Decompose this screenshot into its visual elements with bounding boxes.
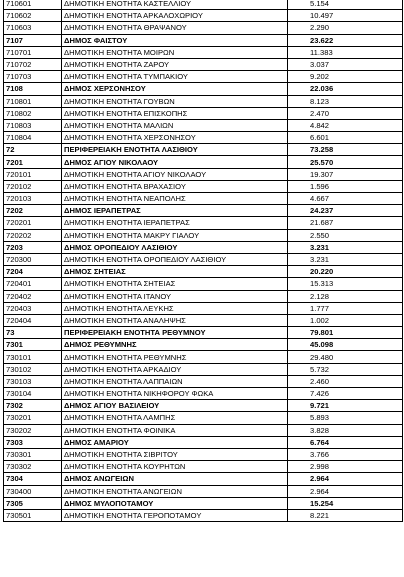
- row-name-cell: ΔΗΜΟΤΙΚΗ ΕΝΟΤΗΤΑ ΜΑΛΙΩΝ: [62, 119, 288, 131]
- table-row-subtotal: [4, 34, 403, 46]
- row-code-cell: 72: [4, 144, 62, 156]
- row-population-cell: 3.231: [288, 253, 403, 265]
- table-row-subtotal: [4, 266, 403, 278]
- row-code-cell: 720404: [4, 314, 62, 326]
- row-code-cell: 710601: [4, 0, 62, 10]
- row-code-cell: 710701: [4, 46, 62, 58]
- row-code-cell: 7201: [4, 156, 62, 168]
- row-code-cell: 730302: [4, 461, 62, 473]
- row-name-cell: ΔΗΜΟΤΙΚΗ ΕΝΟΤΗΤΑ ΚΑΣΤΕΛΛΙΟΥ: [62, 0, 288, 10]
- table-row: [4, 375, 403, 387]
- row-population-cell: 6.601: [288, 132, 403, 144]
- table-row: [4, 388, 403, 400]
- table-row: [4, 278, 403, 290]
- table-row: [4, 290, 403, 302]
- row-population-cell: 9.202: [288, 71, 403, 83]
- row-population-cell: 20.220: [288, 266, 403, 278]
- row-name-cell: ΔΗΜΟΤΙΚΗ ΕΝΟΤΗΤΑ ΓΕΡΟΠΟΤΑΜΟΥ: [62, 509, 288, 521]
- row-name-cell: ΔΗΜΟΤΙΚΗ ΕΝΟΤΗΤΑ ΦΟΙΝΙΚΑ: [62, 424, 288, 436]
- row-code-cell: 710802: [4, 107, 62, 119]
- row-code-cell: 7301: [4, 339, 62, 351]
- row-population-cell: 3.037: [288, 58, 403, 70]
- table-row-subtotal: [4, 497, 403, 509]
- table-row: [4, 119, 403, 131]
- row-code-cell: 710703: [4, 71, 62, 83]
- row-code-cell: 720103: [4, 193, 62, 205]
- row-population-cell: 23.622: [288, 34, 403, 46]
- table-row: [4, 229, 403, 241]
- table-row-subtotal: [4, 144, 403, 156]
- row-population-cell: 2.550: [288, 229, 403, 241]
- row-population-cell: 2.460: [288, 375, 403, 387]
- row-code-cell: 7304: [4, 473, 62, 485]
- row-code-cell: 720403: [4, 302, 62, 314]
- row-name-cell: ΔΗΜΟΣ ΑΓΙΟΥ ΝΙΚΟΛΑΟΥ: [62, 156, 288, 168]
- table-row-subtotal: [4, 205, 403, 217]
- row-population-cell: 4.842: [288, 119, 403, 131]
- row-population-cell: 22.036: [288, 83, 403, 95]
- row-population-cell: 3.231: [288, 241, 403, 253]
- table-row: [4, 461, 403, 473]
- table-row: [4, 180, 403, 192]
- row-name-cell: ΔΗΜΟΤΙΚΗ ΕΝΟΤΗΤΑ ΣΗΤΕΙΑΣ: [62, 278, 288, 290]
- row-name-cell: ΔΗΜΟΣ ΜΥΛΟΠΟΤΑΜΟΥ: [62, 497, 288, 509]
- row-population-cell: 1.777: [288, 302, 403, 314]
- row-code-cell: 730103: [4, 375, 62, 387]
- row-code-cell: 710602: [4, 10, 62, 22]
- row-name-cell: ΔΗΜΟΤΙΚΗ ΕΝΟΤΗΤΑ ΓΟΥΒΩΝ: [62, 95, 288, 107]
- row-code-cell: 730501: [4, 509, 62, 521]
- table-row-subtotal: [4, 327, 403, 339]
- row-name-cell: ΔΗΜΟΣ ΦΑΙΣΤΟΥ: [62, 34, 288, 46]
- table-row: [4, 0, 403, 10]
- row-population-cell: 10.497: [288, 10, 403, 22]
- row-population-cell: 5.732: [288, 363, 403, 375]
- row-population-cell: 3.828: [288, 424, 403, 436]
- row-population-cell: 19.307: [288, 168, 403, 180]
- row-population-cell: 79.801: [288, 327, 403, 339]
- row-name-cell: ΔΗΜΟΤΙΚΗ ΕΝΟΤΗΤΑ ΕΠΙΣΚΟΠΗΣ: [62, 107, 288, 119]
- row-name-cell: ΔΗΜΟΣ ΑΝΩΓΕΙΩΝ: [62, 473, 288, 485]
- row-code-cell: 7202: [4, 205, 62, 217]
- row-code-cell: 720202: [4, 229, 62, 241]
- row-name-cell: ΔΗΜΟΤΙΚΗ ΕΝΟΤΗΤΑ ΛΕΥΚΗΣ: [62, 302, 288, 314]
- table-row-subtotal: [4, 83, 403, 95]
- row-population-cell: 29.480: [288, 351, 403, 363]
- row-code-cell: 720102: [4, 180, 62, 192]
- row-code-cell: 7302: [4, 400, 62, 412]
- row-name-cell: ΔΗΜΟΤΙΚΗ ΕΝΟΤΗΤΑ ΛΑΜΠΗΣ: [62, 412, 288, 424]
- population-table-sheet: [3, 0, 402, 522]
- table-row: [4, 46, 403, 58]
- row-population-cell: 8.221: [288, 509, 403, 521]
- row-name-cell: ΔΗΜΟΤΙΚΗ ΕΝΟΤΗΤΑ ΙΤΑΝΟΥ: [62, 290, 288, 302]
- table-row: [4, 95, 403, 107]
- table-row: [4, 424, 403, 436]
- row-name-cell: ΔΗΜΟΤΙΚΗ ΕΝΟΤΗΤΑ ΜΟΙΡΩΝ: [62, 46, 288, 58]
- table-row-subtotal: [4, 436, 403, 448]
- row-code-cell: 720300: [4, 253, 62, 265]
- row-name-cell: ΔΗΜΟΤΙΚΗ ΕΝΟΤΗΤΑ ΖΑΡΟΥ: [62, 58, 288, 70]
- row-name-cell: ΔΗΜΟΤΙΚΗ ΕΝΟΤΗΤΑ ΝΕΑΠΟΛΗΣ: [62, 193, 288, 205]
- row-name-cell: ΔΗΜΟΣ ΣΗΤΕΙΑΣ: [62, 266, 288, 278]
- table-row: [4, 107, 403, 119]
- row-code-cell: 7305: [4, 497, 62, 509]
- row-population-cell: 21.687: [288, 217, 403, 229]
- row-code-cell: 73: [4, 327, 62, 339]
- table-row: [4, 485, 403, 497]
- row-name-cell: ΔΗΜΟΤΙΚΗ ΕΝΟΤΗΤΑ ΑΡΚΑΛΟΧΩΡΙΟΥ: [62, 10, 288, 22]
- table-row-subtotal: [4, 400, 403, 412]
- table-row-subtotal: [4, 339, 403, 351]
- row-code-cell: 730104: [4, 388, 62, 400]
- table-row-subtotal: [4, 241, 403, 253]
- row-population-cell: 4.667: [288, 193, 403, 205]
- row-name-cell: ΔΗΜΟΤΙΚΗ ΕΝΟΤΗΤΑ ΘΡΑΨΑΝΟΥ: [62, 22, 288, 34]
- row-population-cell: 25.570: [288, 156, 403, 168]
- row-population-cell: 6.764: [288, 436, 403, 448]
- table-row: [4, 302, 403, 314]
- row-name-cell: ΔΗΜΟΤΙΚΗ ΕΝΟΤΗΤΑ ΒΡΑΧΑΣΙΟΥ: [62, 180, 288, 192]
- population-table-body: [4, 0, 403, 522]
- row-name-cell: ΔΗΜΟΤΙΚΗ ΕΝΟΤΗΤΑ ΛΑΠΠΑΙΩΝ: [62, 375, 288, 387]
- row-population-cell: 73.258: [288, 144, 403, 156]
- row-population-cell: 5.893: [288, 412, 403, 424]
- row-population-cell: 2.998: [288, 461, 403, 473]
- table-row-subtotal: [4, 473, 403, 485]
- row-population-cell: 45.098: [288, 339, 403, 351]
- row-code-cell: 7204: [4, 266, 62, 278]
- row-population-cell: 1.596: [288, 180, 403, 192]
- table-row: [4, 193, 403, 205]
- row-population-cell: 5.154: [288, 0, 403, 10]
- row-code-cell: 710801: [4, 95, 62, 107]
- row-code-cell: 720402: [4, 290, 62, 302]
- row-name-cell: ΔΗΜΟΤΙΚΗ ΕΝΟΤΗΤΑ ΧΕΡΣΟΝΗΣΟΥ: [62, 132, 288, 144]
- table-row: [4, 217, 403, 229]
- row-name-cell: ΔΗΜΟΤΙΚΗ ΕΝΟΤΗΤΑ ΑΝΑΛΗΨΗΣ: [62, 314, 288, 326]
- row-code-cell: 7108: [4, 83, 62, 95]
- row-name-cell: ΔΗΜΟΤΙΚΗ ΕΝΟΤΗΤΑ ΑΓΙΟΥ ΝΙΚΟΛΑΟΥ: [62, 168, 288, 180]
- row-name-cell: ΔΗΜΟΤΙΚΗ ΕΝΟΤΗΤΑ ΤΥΜΠΑΚΙΟΥ: [62, 71, 288, 83]
- row-name-cell: ΔΗΜΟΣ ΙΕΡΑΠΕΤΡΑΣ: [62, 205, 288, 217]
- table-row: [4, 314, 403, 326]
- row-population-cell: 2.470: [288, 107, 403, 119]
- row-population-cell: 2.964: [288, 485, 403, 497]
- row-name-cell: ΔΗΜΟΣ ΑΜΑΡΙΟΥ: [62, 436, 288, 448]
- row-name-cell: ΔΗΜΟΤΙΚΗ ΕΝΟΤΗΤΑ ΑΝΩΓΕΙΩΝ: [62, 485, 288, 497]
- table-row: [4, 71, 403, 83]
- row-code-cell: 710803: [4, 119, 62, 131]
- row-name-cell: ΔΗΜΟΤΙΚΗ ΕΝΟΤΗΤΑ ΡΕΘΥΜΝΗΣ: [62, 351, 288, 363]
- table-row: [4, 351, 403, 363]
- row-code-cell: 730102: [4, 363, 62, 375]
- table-row: [4, 58, 403, 70]
- row-population-cell: 11.383: [288, 46, 403, 58]
- row-code-cell: 720401: [4, 278, 62, 290]
- row-population-cell: 2.964: [288, 473, 403, 485]
- row-name-cell: ΔΗΜΟΣ ΧΕΡΣΟΝΗΣΟΥ: [62, 83, 288, 95]
- row-population-cell: 1.002: [288, 314, 403, 326]
- row-name-cell: ΔΗΜΟΤΙΚΗ ΕΝΟΤΗΤΑ ΟΡΟΠΕΔΙΟΥ ΛΑΣΙΘΙΟΥ: [62, 253, 288, 265]
- row-code-cell: 730201: [4, 412, 62, 424]
- row-population-cell: 3.766: [288, 448, 403, 460]
- row-population-cell: 2.128: [288, 290, 403, 302]
- row-population-cell: 15.313: [288, 278, 403, 290]
- table-row: [4, 412, 403, 424]
- row-name-cell: ΔΗΜΟΤΙΚΗ ΕΝΟΤΗΤΑ ΚΟΥΡΗΤΩΝ: [62, 461, 288, 473]
- table-row: [4, 22, 403, 34]
- row-code-cell: 710702: [4, 58, 62, 70]
- row-population-cell: 7.426: [288, 388, 403, 400]
- row-code-cell: 7303: [4, 436, 62, 448]
- row-code-cell: 7107: [4, 34, 62, 46]
- row-code-cell: 720201: [4, 217, 62, 229]
- row-code-cell: 710603: [4, 22, 62, 34]
- row-name-cell: ΔΗΜΟΤΙΚΗ ΕΝΟΤΗΤΑ ΙΕΡΑΠΕΤΡΑΣ: [62, 217, 288, 229]
- row-name-cell: ΔΗΜΟΤΙΚΗ ΕΝΟΤΗΤΑ ΝΙΚΗΦΟΡΟΥ ΦΩΚΑ: [62, 388, 288, 400]
- row-code-cell: 720101: [4, 168, 62, 180]
- row-code-cell: 730101: [4, 351, 62, 363]
- row-population-cell: 24.237: [288, 205, 403, 217]
- row-population-cell: 8.123: [288, 95, 403, 107]
- row-name-cell: ΔΗΜΟΤΙΚΗ ΕΝΟΤΗΤΑ ΜΑΚΡΥ ΓΙΑΛΟΥ: [62, 229, 288, 241]
- table-row: [4, 10, 403, 22]
- table-row: [4, 448, 403, 460]
- row-name-cell: ΔΗΜΟΤΙΚΗ ΕΝΟΤΗΤΑ ΑΡΚΑΔΙΟΥ: [62, 363, 288, 375]
- row-population-cell: 15.254: [288, 497, 403, 509]
- row-population-cell: 2.290: [288, 22, 403, 34]
- row-name-cell: ΠΕΡΙΦΕΡΕΙΑΚΗ ΕΝΟΤΗΤΑ ΡΕΘΥΜΝΟΥ: [62, 327, 288, 339]
- table-row: [4, 363, 403, 375]
- row-code-cell: 7203: [4, 241, 62, 253]
- row-name-cell: ΔΗΜΟΣ ΑΓΙΟΥ ΒΑΣΙΛΕΙΟΥ: [62, 400, 288, 412]
- table-row: [4, 509, 403, 521]
- table-row-subtotal: [4, 156, 403, 168]
- row-code-cell: 730400: [4, 485, 62, 497]
- table-row: [4, 253, 403, 265]
- table-row: [4, 132, 403, 144]
- population-table: [3, 0, 403, 522]
- row-code-cell: 730301: [4, 448, 62, 460]
- row-name-cell: ΠΕΡΙΦΕΡΕΙΑΚΗ ΕΝΟΤΗΤΑ ΛΑΣΙΘΙΟΥ: [62, 144, 288, 156]
- row-population-cell: 9.721: [288, 400, 403, 412]
- table-row: [4, 168, 403, 180]
- row-name-cell: ΔΗΜΟΣ ΟΡΟΠΕΔΙΟΥ ΛΑΣΙΘΙΟΥ: [62, 241, 288, 253]
- row-code-cell: 710804: [4, 132, 62, 144]
- row-name-cell: ΔΗΜΟΤΙΚΗ ΕΝΟΤΗΤΑ ΣΙΒΡΙΤΟΥ: [62, 448, 288, 460]
- row-code-cell: 730202: [4, 424, 62, 436]
- row-name-cell: ΔΗΜΟΣ ΡΕΘΥΜΝΗΣ: [62, 339, 288, 351]
